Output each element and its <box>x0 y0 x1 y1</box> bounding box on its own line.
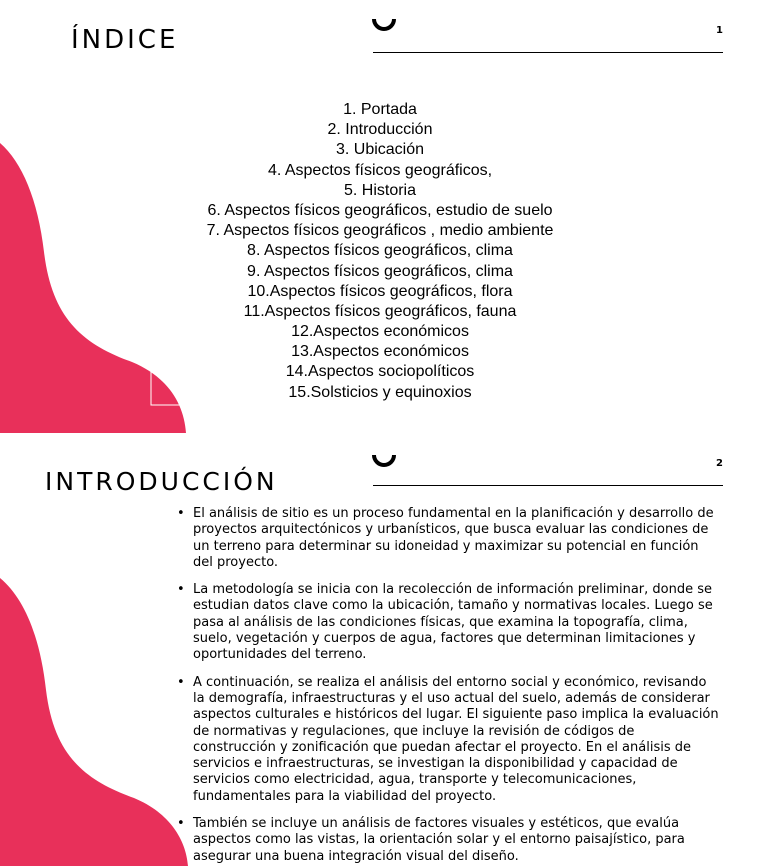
toc-item: 4. Aspectos físicos geográficos, <box>267 161 493 179</box>
toc-item: 14.Aspectos sociopolíticos <box>285 363 475 381</box>
page-title: ÍNDICE <box>71 25 179 55</box>
toc-item: 13.Aspectos económicos <box>291 343 469 361</box>
toc-item: 11.Aspectos físicos geográficos, fauna <box>243 302 517 320</box>
intro-bullet-list <box>176 506 721 866</box>
list-item: • La metodología se inicia con la recolección de información preliminar, donde se estudian datos clave como la ubicación, tamaño y normativas locales. Luego se pasa al análisis de las condiciones físicas, que examina la topografía, clima, suelo, vegetación y cuerpos de agua, factores que determinan limitaciones y oportunidades del terreno. <box>176 582 721 663</box>
list-item: • También se incluye un análisis de factores visuales y estéticos, que evalúa aspectos como las vistas, la orientación solar y el entorno paisajístico, para asegurar una buena integración visual del diseño. <box>176 816 721 865</box>
toc-item: 10.Aspectos físicos geográficos, flora <box>247 282 513 300</box>
decorative-pink-shape <box>0 440 190 866</box>
toc-item: 9. Aspectos físicos geográficos, clima <box>247 262 513 280</box>
header-rule <box>373 485 723 486</box>
page-number: 1 <box>716 25 723 36</box>
decorative-pink-shape <box>0 0 190 433</box>
list-item: • El análisis de sitio es un proceso fundamental en la planificación y desarrollo de proyectos arquitectónicos y urbanísticos, que busca evaluar las condiciones de un terreno para determinar su idoneidad y maximizar su potencial en función del proyecto. <box>176 506 721 571</box>
list-item: • A continuación, se realiza el análisis del entorno social y económico, revisando la demografía, infraestructuras y el uso actual del suelo, además de considerar aspectos culturales e históricos del lugar. El siguiente paso implica la evaluación de normativas y regulaciones, que incluye la revisión de códigos de construcción y zonificación que puedan afectar el proyecto. En el análisis de servicios e infraestructuras, se investigan la disponibilidad y capacidad de servicios como electricidad, agua, transporte y telecomunicaciones, fundamentales para la viabilidad del proyecto. <box>176 675 721 805</box>
toc-item: 8. Aspectos físicos geográficos, clima <box>247 242 513 260</box>
toc-item: 7. Aspectos físicos geográficos , medio ambiente <box>206 222 554 240</box>
toc-item: 3. Ubicación <box>335 141 425 159</box>
toc-item: 6. Aspectos físicos geográficos, estudio de suelo <box>207 201 553 219</box>
page-number: 2 <box>716 458 723 469</box>
toc-item: 15.Solsticios y equinoxios <box>288 383 472 401</box>
slide-introduccion <box>0 440 768 866</box>
table-of-contents <box>180 100 580 403</box>
page-title: INTRODUCCIÓN <box>45 467 278 496</box>
header-rule <box>373 52 723 53</box>
toc-item: 12.Aspectos económicos <box>291 323 469 341</box>
decorative-arc-icon <box>372 453 398 469</box>
toc-item: 2. Introducción <box>327 121 433 139</box>
toc-item: 1. Portada <box>343 101 417 118</box>
toc-item: 5. Historia <box>343 181 417 199</box>
decorative-arc-icon <box>372 17 398 33</box>
